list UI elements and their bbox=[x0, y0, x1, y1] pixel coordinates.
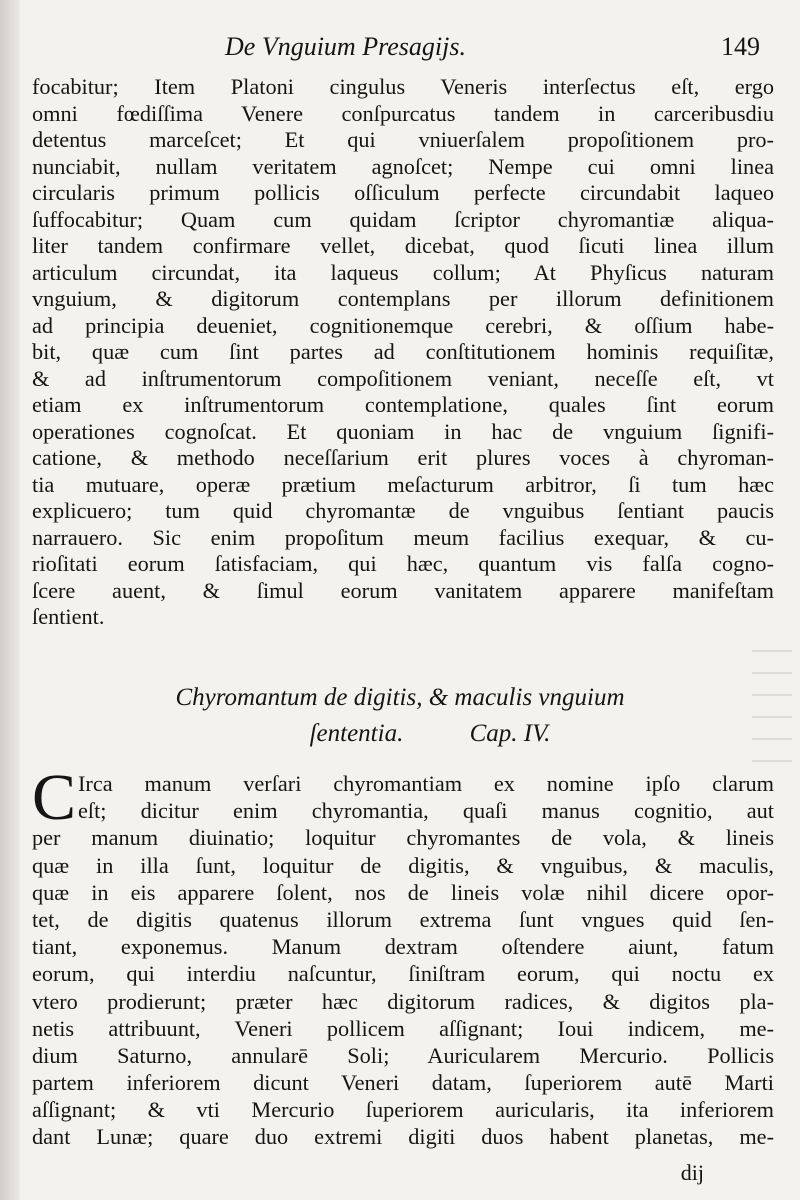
text-line: vnguium, & digitorum contemplans per illorum definitionem bbox=[32, 286, 774, 311]
chapter-number: Cap. IV. bbox=[469, 720, 551, 747]
text-line: etiam ex inſtrumentorum contemplatione, quales ſint eorum bbox=[32, 392, 774, 417]
text-line: dium Saturno, annularē Soli; Auricularem Mercurio. Pollicis bbox=[32, 1042, 774, 1068]
text-line: bit, quæ cum ſint partes ad conſtitutionem hominis requiſitæ, bbox=[32, 339, 774, 364]
text-line: dant Lunæ; quare duo extremi digiti duos habent planetas, me- bbox=[32, 1124, 774, 1150]
text-line: eſt; dicitur enim chyromantia, quaſi manus cognitio, aut bbox=[78, 798, 774, 824]
text-line: tet, de digitis quatenus illorum extrema ſunt vngues quid ſen- bbox=[32, 906, 774, 932]
text-line: nunciabit, nullam veritatem agnoſcet; Nempe cui omni linea bbox=[32, 153, 774, 179]
text-line-last: ſentient. bbox=[32, 604, 105, 629]
text-line: narrauero. Sic enim propoſitum meum facilius exequar, & cu- bbox=[32, 524, 774, 550]
text-line: ſcere auent, & ſimul eorum vanitatem apparere manifeſtam bbox=[32, 577, 774, 603]
catchword: dij bbox=[680, 1160, 704, 1185]
chapter-heading bbox=[0, 680, 800, 752]
text-line: explicuero; tum quid chyromantæ de vnguibus ſentiant paucis bbox=[32, 498, 774, 523]
chapter-title-cont bbox=[0, 716, 800, 752]
text-line: focabitur; Item Platoni cingulus Veneris interſectus eſt, ergo bbox=[32, 74, 774, 99]
text-line: operationes cognoſcat. Et quoniam in hac de vnguium ſignifi- bbox=[32, 418, 774, 444]
text-line: catione, & methodo neceſſarium erit plures voces à chyroman- bbox=[32, 445, 774, 470]
chapter-title: Chyromantum de digitis, & maculis vnguium bbox=[175, 684, 625, 711]
text-line: ſuffocabitur; Quam cum quidam ſcriptor chyromantiæ aliqua- bbox=[32, 206, 774, 232]
text-line: ad principia deueniet, cognitionemque cerebri, & oſſium habe- bbox=[32, 312, 774, 338]
text-line: aſſignant; & vti Mercurio ſuperiorem auricularis, ita inferiorem bbox=[32, 1097, 774, 1123]
text-line: per manum diuinatio; loquitur chyromantes de vola, & lineis bbox=[32, 825, 774, 851]
text-line: & ad inſtrumentorum compoſitionem veniant, neceſſe eſt, vt bbox=[32, 365, 774, 391]
text-line: rioſitati eorum ſatisfaciam, qui hæc, quantum vis falſa cogno- bbox=[32, 551, 774, 576]
text-line: Irca manum verſari chyromantiam ex nomine ipſo clarum bbox=[78, 771, 774, 796]
text-line: netis attribuunt, Veneri pollicem aſſignant; Ioui indicem, me- bbox=[32, 1015, 774, 1041]
text-line: partem inferiorem dicunt Veneri datam, ſuperiorem autē Marti bbox=[32, 1070, 774, 1096]
text-line: tia mutuare, operæ prætium meſacturum arbitror, ſi tum hæc bbox=[32, 471, 774, 497]
text-line: quæ in illa ſunt, loquitur de digitis, & vnguibus, & maculis, bbox=[32, 852, 774, 878]
binding-gutter bbox=[0, 0, 20, 1200]
chapter-text bbox=[32, 761, 774, 1151]
text-line: liter tandem confirmare vellet, dicebat, quod ſicuti linea illum bbox=[32, 233, 774, 258]
drop-cap: C bbox=[32, 761, 77, 834]
text-line: tiant, exponemus. Manum dextram oſtendere aiunt, fatum bbox=[32, 934, 774, 960]
page-number: 149 bbox=[721, 32, 760, 61]
page-header bbox=[30, 30, 760, 70]
text-line: articulum circundat, ita laqueus collum; At Phyſicus naturam bbox=[32, 259, 774, 285]
chapter-title-end: ſententia. bbox=[309, 720, 404, 747]
text-line: quæ in eis apparere ſolent, nos de lineis volæ nihil dicere opor- bbox=[32, 879, 774, 905]
text-line: detentus marceſcet; Et qui vniuerſalem propoſitionem pro- bbox=[32, 127, 774, 152]
text-line: circularis primum pollicis oſſiculum perfecte circundabit laqueo bbox=[32, 180, 774, 205]
running-title: De Vnguium Presagijs. bbox=[225, 32, 466, 61]
text-line: omni fœdiſſima Venere conſpurcatus tandem in carceribusdiu bbox=[32, 100, 774, 126]
text-line: eorum, qui interdiu naſcuntur, ſiniſtram eorum, qui noctu ex bbox=[32, 961, 774, 987]
body-text bbox=[32, 74, 774, 631]
text-line: vtero prodierunt; præter hæc digitorum radices, & digitos pla- bbox=[32, 988, 774, 1014]
